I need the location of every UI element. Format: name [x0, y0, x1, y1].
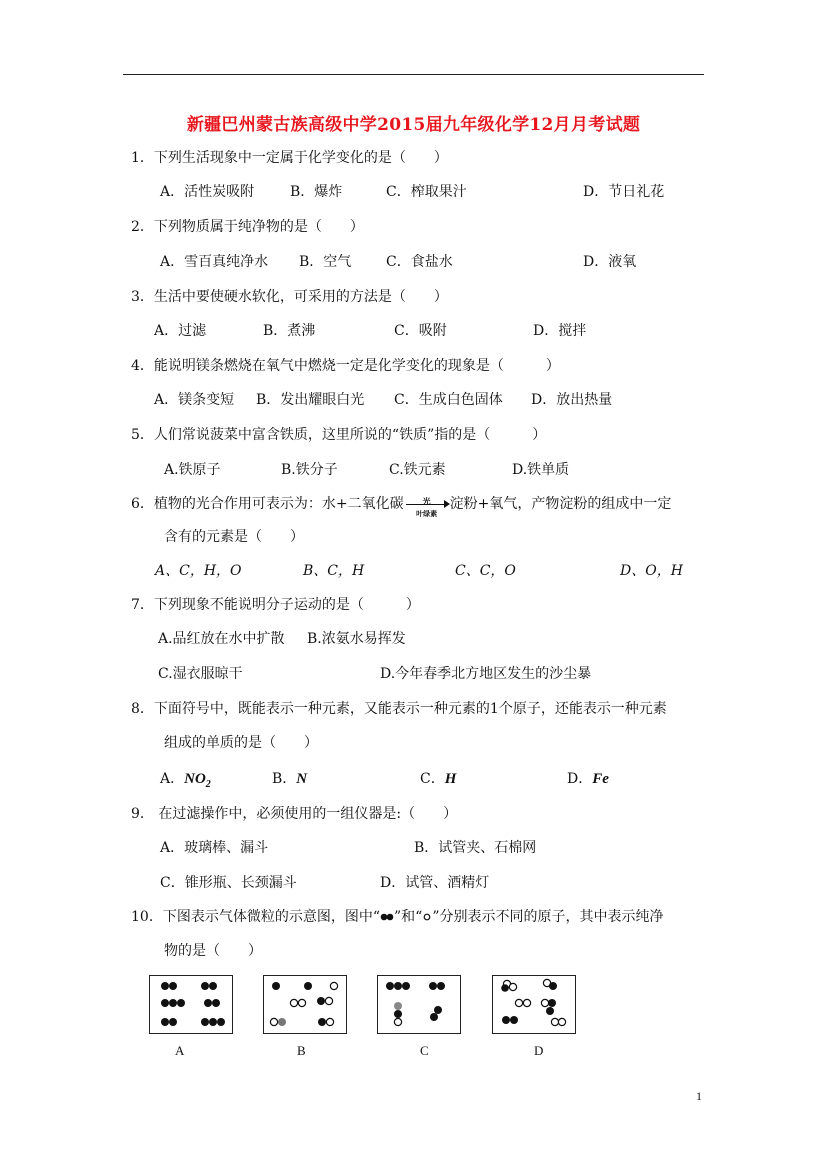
option-d-letter: D． — [567, 771, 593, 787]
question-6-option-a: A、C，H，O — [155, 563, 242, 579]
question-7-option-d: D.今年春季北方地区发生的沙尘暴 — [380, 666, 592, 682]
question-3-option-d: D．搅拌 — [533, 323, 587, 339]
light-atom-icon — [422, 912, 432, 922]
question-10-stem-part-3: ”分别表示不同的原子，其中表示纯净 — [432, 909, 664, 925]
question-1-option-d: D．节日礼花 — [583, 184, 665, 200]
molecule-box-d — [492, 975, 576, 1034]
question-4-option-d: D．放出热量 — [531, 392, 613, 408]
question-4-stem: 4．能说明镁条燃烧在氧气中燃烧一定是化学变化的现象是（ ） — [131, 358, 560, 374]
question-7-option-a: A.品红放在水中扩散 — [158, 631, 285, 647]
question-6-stem-part-1: 6．植物的光合作用可表示为：水+二氧化碳 — [131, 496, 404, 512]
question-1-option-b: B．爆炸 — [290, 184, 343, 200]
question-6-stem — [131, 495, 672, 518]
question-10-stem-part-2: ”和“ — [393, 909, 423, 925]
question-4-option-a: A．镁条变短 — [154, 392, 235, 408]
reaction-arrow — [404, 495, 450, 518]
arrow-condition-chlorophyll: 叶绿素 — [416, 509, 438, 518]
molecule-diagram-d — [493, 976, 575, 1033]
page-title: 新疆巴州蒙古族高级中学2015届九年级化学12月月考试题 — [186, 115, 641, 135]
question-9-stem: 9． 在过滤操作中，必须使用的一组仪器是:（ ） — [131, 806, 458, 822]
question-1-stem: 1．下列生活现象中一定属于化学变化的是（ ） — [131, 150, 448, 166]
molecule-diagram-a — [150, 976, 232, 1033]
question-7-option-b: B.浓氨水易挥发 — [307, 631, 406, 647]
question-6-option-d: D、O，H — [620, 563, 683, 579]
molecule-box-a — [149, 975, 233, 1034]
molecule-diagram-c — [378, 976, 460, 1033]
question-8-option-a — [160, 770, 211, 794]
figure-label-c: C — [420, 1043, 429, 1058]
question-4-option-c: C．生成白色固体 — [394, 392, 503, 408]
question-4-option-b: B．发出耀眼白光 — [256, 392, 365, 408]
question-1-option-a: A．活性炭吸附 — [160, 184, 255, 200]
question-9-option-d: D．试管、酒精灯 — [380, 875, 490, 891]
question-10-stem-continued: 物的是（ ） — [164, 943, 262, 959]
question-2-option-a: A．雪百真纯净水 — [160, 254, 269, 270]
no2-subscript: 2 — [205, 779, 211, 790]
figure-label-b: B — [297, 1043, 306, 1058]
arrow-condition-light: 光 — [422, 496, 431, 506]
question-5-option-a: A.铁原子 — [164, 462, 221, 478]
figure-label-d: D — [534, 1043, 544, 1058]
question-7-stem: 7．下列现象不能说明分子运动的是（ ） — [131, 597, 420, 613]
molecule-box-b — [263, 975, 347, 1034]
question-5-option-d: D.铁单质 — [512, 462, 570, 478]
question-6-option-c: C、C，O — [455, 563, 516, 579]
header-rule — [123, 74, 704, 75]
question-3-option-c: C．吸附 — [394, 323, 447, 339]
dark-atom-pair-icon — [380, 912, 394, 922]
question-7-option-c: C.湿衣服晾干 — [158, 666, 243, 682]
option-b-letter: B． — [272, 771, 297, 787]
question-5-option-c: C.铁元素 — [389, 462, 446, 478]
symbol-n: N — [296, 771, 308, 787]
question-2-option-b: B．空气 — [299, 254, 352, 270]
question-10-stem — [131, 908, 663, 926]
option-a-letter: A． — [160, 771, 185, 787]
question-10-stem-part-1: 10．下图表示气体微粒的示意图，图中“ — [131, 909, 380, 925]
question-8-option-d — [567, 770, 609, 788]
question-5-stem: 5．人们常说菠菜中富含铁质，这里所说的“铁质”指的是（ ） — [131, 427, 547, 443]
question-2-option-c: C．食盐水 — [386, 254, 453, 270]
question-3-stem: 3．生活中要使硬水软化，可采用的方法是（ ） — [131, 289, 448, 305]
question-9-option-b: B．试管夹、石棉网 — [414, 840, 537, 856]
question-1-option-c: C．榨取果汁 — [386, 184, 467, 200]
question-9-option-c: C．锥形瓶、长颈漏斗 — [160, 875, 297, 891]
question-8-option-c — [420, 770, 456, 788]
molecule-diagram-b — [264, 976, 346, 1033]
question-5-option-b: B.铁分子 — [281, 462, 338, 478]
page-number: 1 — [696, 1089, 702, 1103]
symbol-fe: Fe — [592, 771, 609, 787]
question-3-option-b: B．煮沸 — [263, 323, 316, 339]
symbol-h: H — [444, 771, 457, 787]
question-2-option-d: D．液氧 — [583, 254, 637, 270]
question-8-stem: 8．下面符号中，既能表示一种元素，又能表示一种元素的1个原子，还能表示一种元素 — [131, 701, 667, 717]
question-9-option-a: A．玻璃棒、漏斗 — [160, 840, 269, 856]
symbol-no2: $NO_2$ — [184, 771, 211, 790]
question-8-stem-continued: 组成的单质的是（ ） — [164, 735, 318, 751]
figure-label-a: A — [175, 1043, 185, 1058]
option-c-letter: C． — [420, 771, 445, 787]
molecule-box-c — [377, 975, 461, 1034]
question-3-option-a: A．过滤 — [154, 323, 207, 339]
question-2-stem: 2．下列物质属于纯净物的是（ ） — [131, 219, 364, 235]
question-6-option-b: B、C，H — [303, 563, 365, 579]
question-8-option-b — [272, 770, 307, 788]
question-6-stem-part-2: 淀粉+氧气，产物淀粉的组成中一定 — [449, 496, 672, 512]
question-6-stem-continued: 含有的元素是（ ） — [164, 529, 304, 545]
